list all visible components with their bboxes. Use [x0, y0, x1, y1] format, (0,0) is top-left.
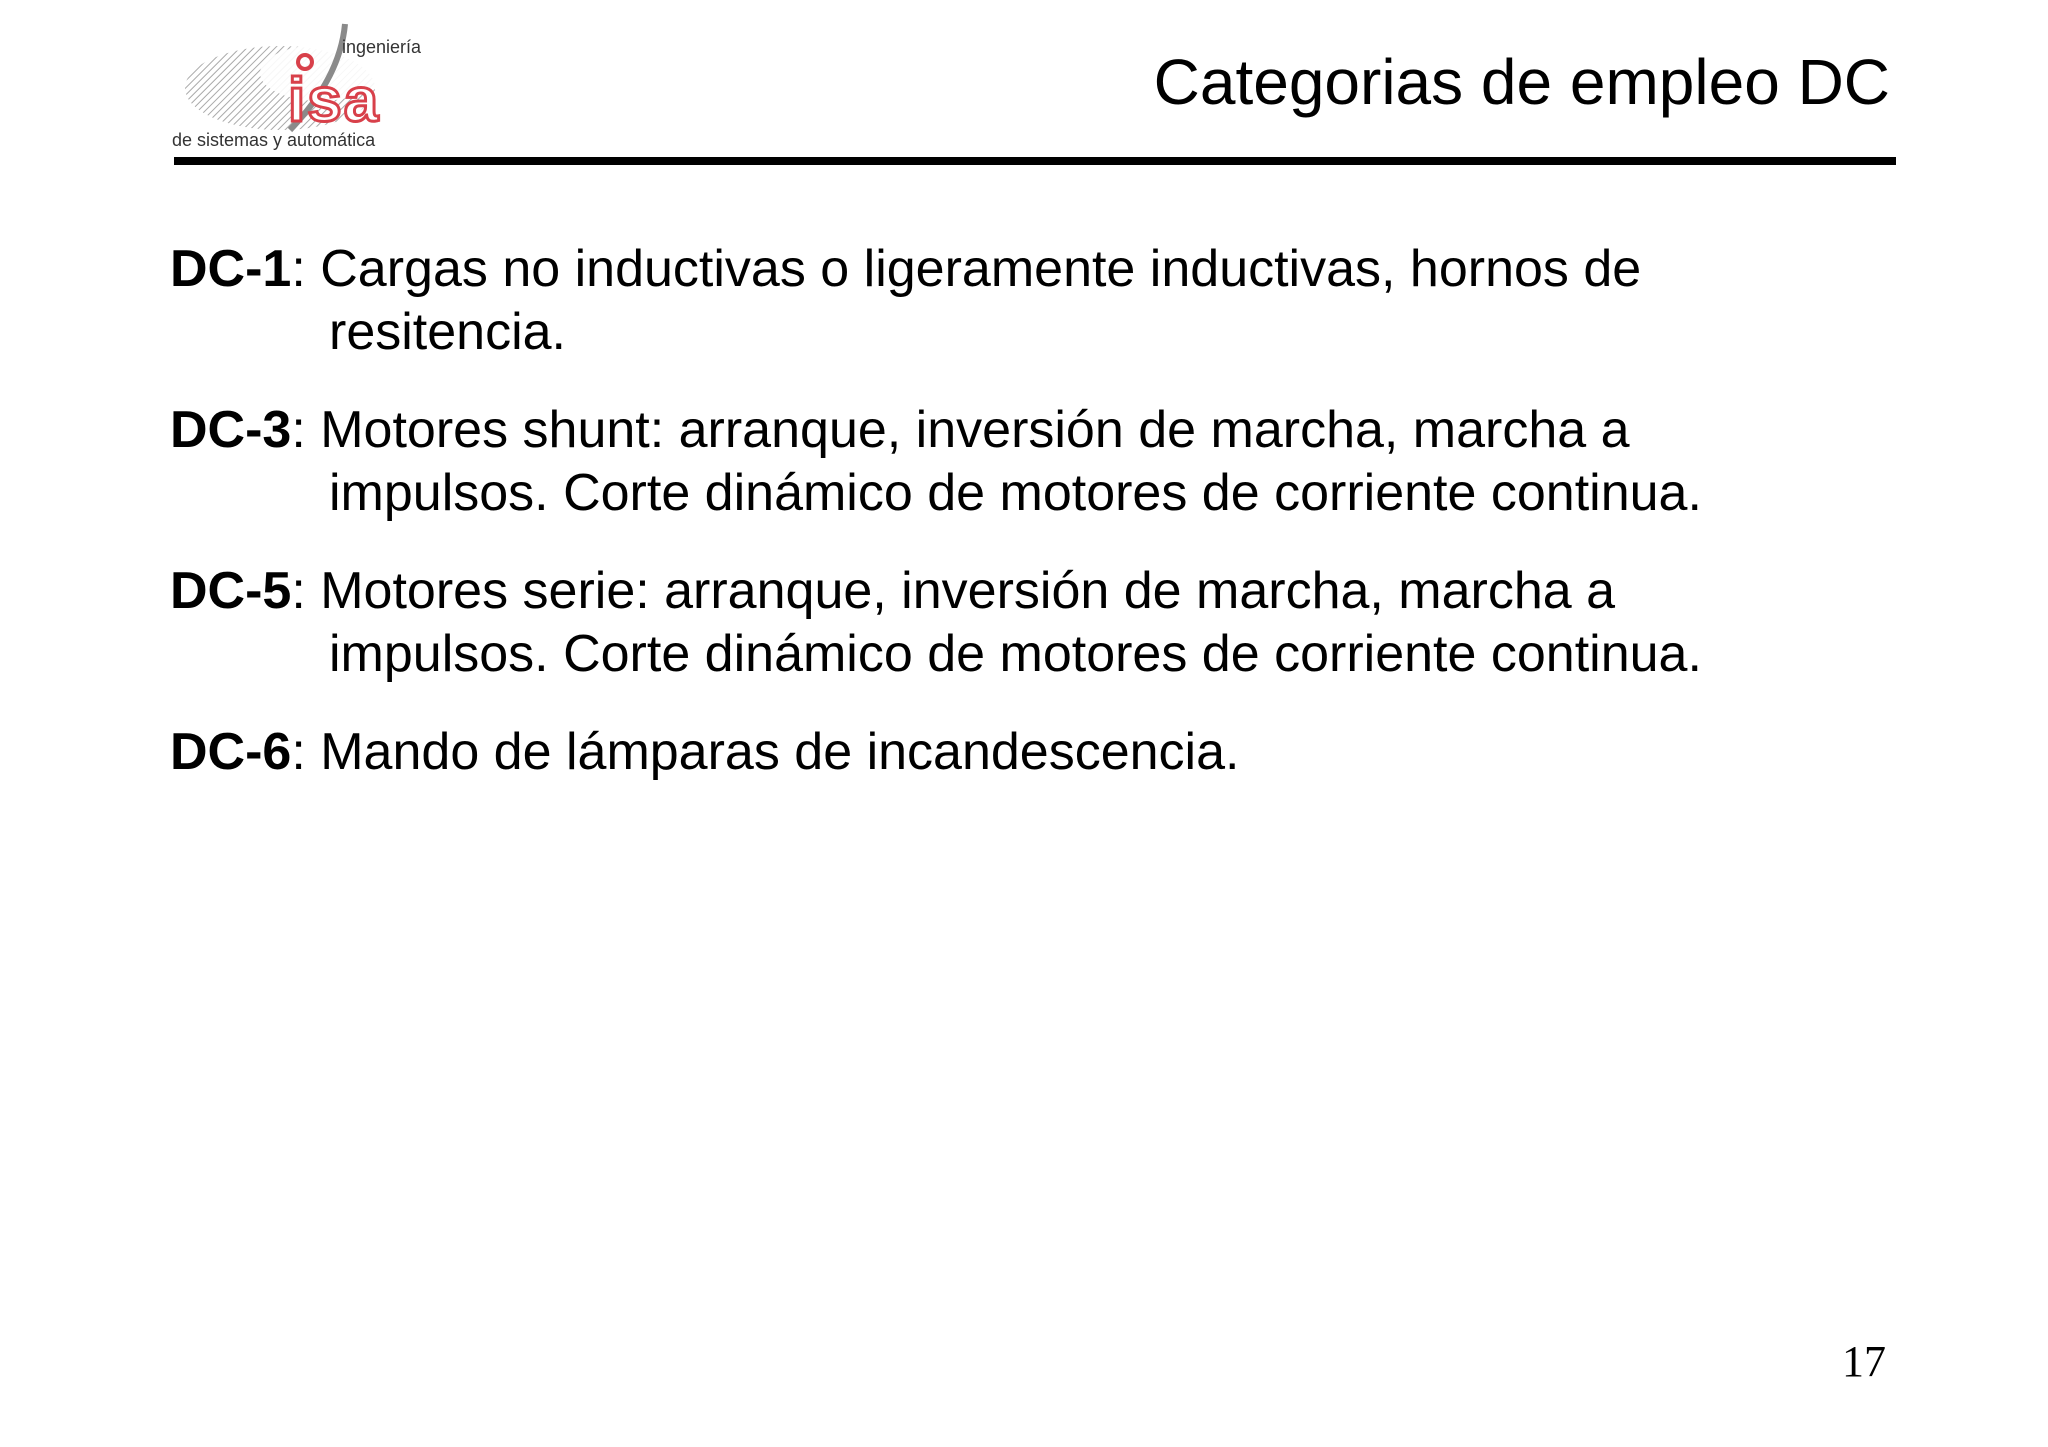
category-item-dc3: [170, 399, 1890, 525]
category-code: DC-6: [170, 723, 292, 781]
header-divider: [174, 157, 1896, 165]
page-number: 17: [1842, 1337, 1886, 1386]
slide-title: Categorias de empleo DC: [1153, 46, 1890, 118]
category-item-dc5: [170, 560, 1890, 686]
category-code: DC-5: [170, 562, 292, 620]
category-description: : Motores serie: arranque, inversión de marcha, marcha a: [291, 562, 1616, 620]
category-list: [170, 238, 1890, 819]
category-description-continued: impulsos. Corte dinámico de motores de corriente continua.: [329, 625, 1702, 683]
category-item-dc6: [170, 721, 1890, 784]
category-code: DC-1: [170, 240, 292, 298]
category-description: : Mando de lámparas de incandescencia.: [291, 723, 1240, 781]
category-code: DC-3: [170, 401, 292, 459]
category-description: : Cargas no inductivas o ligeramente inductivas, hornos de: [291, 240, 1642, 298]
category-description-continued: resitencia.: [329, 303, 566, 361]
logo-main-text: isa: [288, 66, 381, 135]
category-description-continued: impulsos. Corte dinámico de motores de corriente continua.: [329, 464, 1702, 522]
logo-graphic: [170, 18, 450, 158]
logo-bottom-text: de sistemas y automática: [172, 130, 376, 150]
logo-top-text: ingeniería: [342, 37, 422, 57]
category-item-dc1: [170, 238, 1890, 364]
category-description: : Motores shunt: arranque, inversión de marcha, marcha a: [291, 401, 1630, 459]
company-logo: [170, 18, 450, 158]
